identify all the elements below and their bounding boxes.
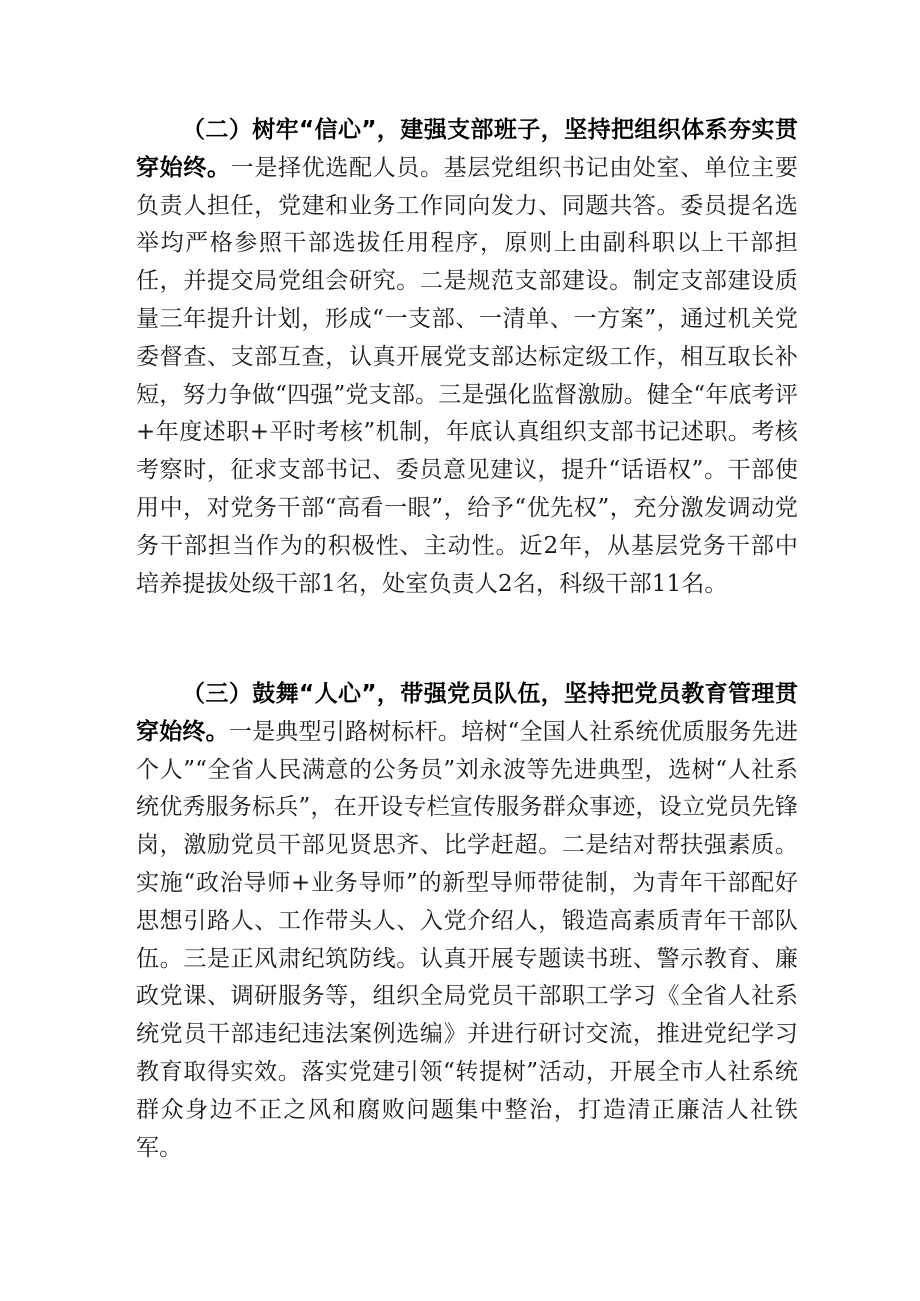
section-three-body: 一是典型引路树标杆。培树“全国人社系统优质服务先进个人”“全省人民满意的公务员”刘永波等先进典型，选树“人社系统优秀服务标兵”，在开设专栏宣传服务群众事迹，设立党员先锋岗，激励党员干部见贤思齐、比学赶超。二是结对帮扶强素质。实施“政治导师+业务导师”的新型导师带徒制，为青年干部配好思想引路人、工作带头人、入党介绍人，锻造高素质青年干部队伍。三是正风肃纪筑防线。认真开展专题读书班、警示教育、廉政党课、调研服务等，组织全局党员干部职工学习《全省人社系统党员干部违纪违法案例选编》并进行研讨交流，推进党纪学习教育取得实效。落实党建引领“转提树”活动，开展全市人社系统群众身边不正之风和腐败问题集中整治，打造清正廉洁人社铁军。 [136,718,798,1161]
section-three-paragraph [136,676,798,1167]
section-two-body: 一是择优选配人员。基层党组织书记由处室、单位主要负责人担任，党建和业务工作同向发力、同题共答。委员提名选举均严格参照干部选拔任用程序，原则上由副科职以上干部担任，并提交局党组会研究。二是规范支部建设。制定支部建设质量三年提升计划，形成“一支部、一清单、一方案”，通过机关党委督查、支部互查，认真开展党支部达标定级工作，相互取长补短，努力争做“四强”党支部。三是强化监督激励。健全“年底考评+年度述职+平时考核”机制，年底认真组织支部书记述职。考核考察时，征求支部书记、委员意见建议，提升“话语权”。干部使用中，对党务干部“高看一眼”，给予“优先权”，充分激发调动党务干部担当作为的积极性、主动性。近2年，从基层党务干部中培养提拔处级干部1名，处室负责人2名，科级干部11名。 [136,154,798,597]
section-two-heading: （二）树牢“信心”，建强支部班子，坚持把组织体系夯实贯穿始终。 [136,117,798,181]
section-two-paragraph [136,112,798,603]
section-three-heading: （三）鼓舞“人心”，带强党员队伍，坚持把党员教育管理贯穿始终。 [136,681,798,745]
